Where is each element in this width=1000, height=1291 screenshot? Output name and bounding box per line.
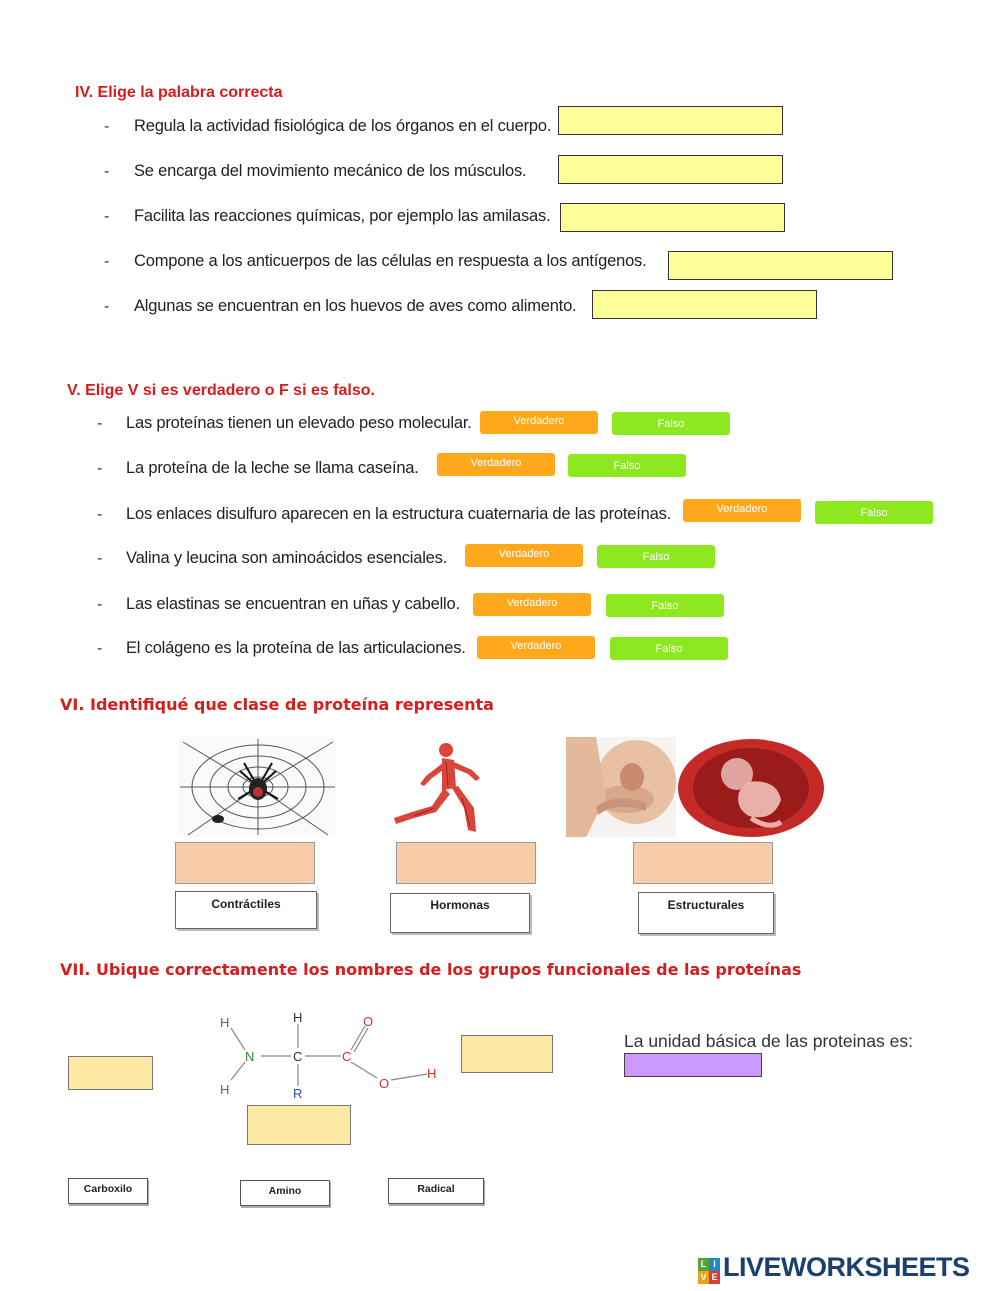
logo-letter: I (709, 1258, 720, 1271)
answer-field-7-left[interactable] (68, 1056, 153, 1090)
spider-web-image (178, 737, 336, 837)
section4-item-4: Compone a los anticuerpos de las células en respuesta a los antígenos. (134, 252, 647, 270)
section6-title: VI. Identifiqué que clase de proteína representa (60, 695, 494, 714)
falso-button[interactable]: Falso (815, 501, 933, 524)
bullet-dash: - (97, 550, 103, 567)
option-radical[interactable]: Radical (388, 1178, 484, 1204)
bullet-dash: - (104, 298, 110, 315)
answer-field-7-bottom[interactable] (247, 1105, 351, 1145)
bullet-dash: - (104, 118, 110, 135)
atom-n: N (245, 1049, 255, 1064)
section4-item-1: Regula la actividad fisiológica de los órganos en el cuerpo. (134, 117, 552, 135)
bullet-dash: - (97, 460, 103, 477)
option-carboxilo[interactable]: Carboxilo (68, 1178, 148, 1204)
falso-button[interactable]: Falso (606, 594, 724, 617)
logo-letter: V (698, 1271, 709, 1284)
logo-letter: L (698, 1258, 709, 1271)
option-hormonas[interactable]: Hormonas (390, 893, 530, 933)
option-amino[interactable]: Amino (240, 1180, 330, 1206)
atom-o-right: O (379, 1076, 390, 1091)
answer-field-6-1[interactable] (175, 842, 315, 884)
section5-item-2: La proteína de la leche se llama caseína. (126, 459, 419, 477)
section4-item-3: Facilita las reacciones químicas, por ejemplo las amilasas. (134, 207, 551, 225)
falso-button[interactable]: Falso (597, 545, 715, 568)
bullet-dash: - (104, 253, 110, 270)
answer-field-4-4[interactable] (668, 251, 893, 280)
section5-item-5: Las elastinas se encuentran en uñas y cabello. (126, 595, 460, 613)
atom-c2: C (342, 1049, 352, 1064)
verdadero-button[interactable]: Verdadero (465, 544, 583, 567)
section7-title: VII. Ubique correctamente los nombres de los grupos funcionales de las proteínas (60, 960, 802, 979)
option-contractiles[interactable]: Contráctiles (175, 891, 317, 929)
unit-prompt: La unidad básica de las proteinas es: (624, 1031, 913, 1051)
bullet-dash: - (97, 506, 103, 523)
verdadero-button[interactable]: Verdadero (437, 453, 555, 476)
brand-name[interactable]: LIVEWORKSHEETS (723, 1252, 970, 1282)
answer-field-4-1[interactable] (558, 106, 783, 135)
section5-title: V. Elige V si es verdadero o F si es falso. (67, 382, 375, 399)
amino-acid-structure (205, 1010, 445, 1105)
option-estructurales[interactable]: Estructurales (638, 892, 774, 934)
section4-item-5: Algunas se encuentran en los huevos de aves como alimento. (134, 297, 577, 315)
verdadero-button[interactable]: Verdadero (477, 636, 595, 659)
bullet-dash: - (97, 415, 103, 432)
section4-title: IV. Elige la palabra correcta (75, 84, 283, 101)
bullet-dash: - (104, 163, 110, 180)
falso-button[interactable]: Falso (612, 412, 730, 435)
atom-h-right: H (427, 1066, 437, 1081)
fetus-image (677, 738, 825, 838)
atom-c1: C (293, 1049, 303, 1064)
atom-h-top: H (293, 1010, 303, 1025)
atom-h2: H (220, 1082, 230, 1097)
atom-o-top: O (363, 1014, 374, 1029)
answer-field-unit[interactable] (624, 1053, 762, 1077)
section5-item-1: Las proteínas tienen un elevado peso molecular. (126, 414, 472, 432)
answer-field-7-right[interactable] (461, 1035, 553, 1073)
pregnancy-image (566, 737, 676, 837)
answer-field-6-3[interactable] (633, 842, 773, 884)
answer-field-6-2[interactable] (396, 842, 536, 884)
section4-item-2: Se encarga del movimiento mecánico de los músculos. (134, 162, 527, 180)
answer-field-4-3[interactable] (560, 203, 785, 232)
logo-letter: E (709, 1271, 720, 1284)
bullet-dash: - (104, 208, 110, 225)
atom-r: R (293, 1086, 303, 1101)
falso-button[interactable]: Falso (568, 454, 686, 477)
verdadero-button[interactable]: Verdadero (473, 593, 591, 616)
liveworksheets-logo-icon (698, 1258, 720, 1284)
atom-h1: H (220, 1015, 230, 1030)
verdadero-button[interactable]: Verdadero (480, 411, 598, 434)
answer-field-4-5[interactable] (592, 290, 817, 319)
section5-item-4: Valina y leucina son aminoácidos esenciales. (126, 549, 448, 567)
falso-button[interactable]: Falso (610, 637, 728, 660)
bullet-dash: - (97, 596, 103, 613)
section5-item-3: Los enlaces disulfuro aparecen en la estructura cuaternaria de las proteínas. (126, 505, 672, 523)
section5-item-6: El colágeno es la proteína de las articulaciones. (126, 639, 466, 657)
muscle-runner-image (384, 738, 504, 838)
bullet-dash: - (97, 640, 103, 657)
verdadero-button[interactable]: Verdadero (683, 499, 801, 522)
answer-field-4-2[interactable] (558, 155, 783, 184)
